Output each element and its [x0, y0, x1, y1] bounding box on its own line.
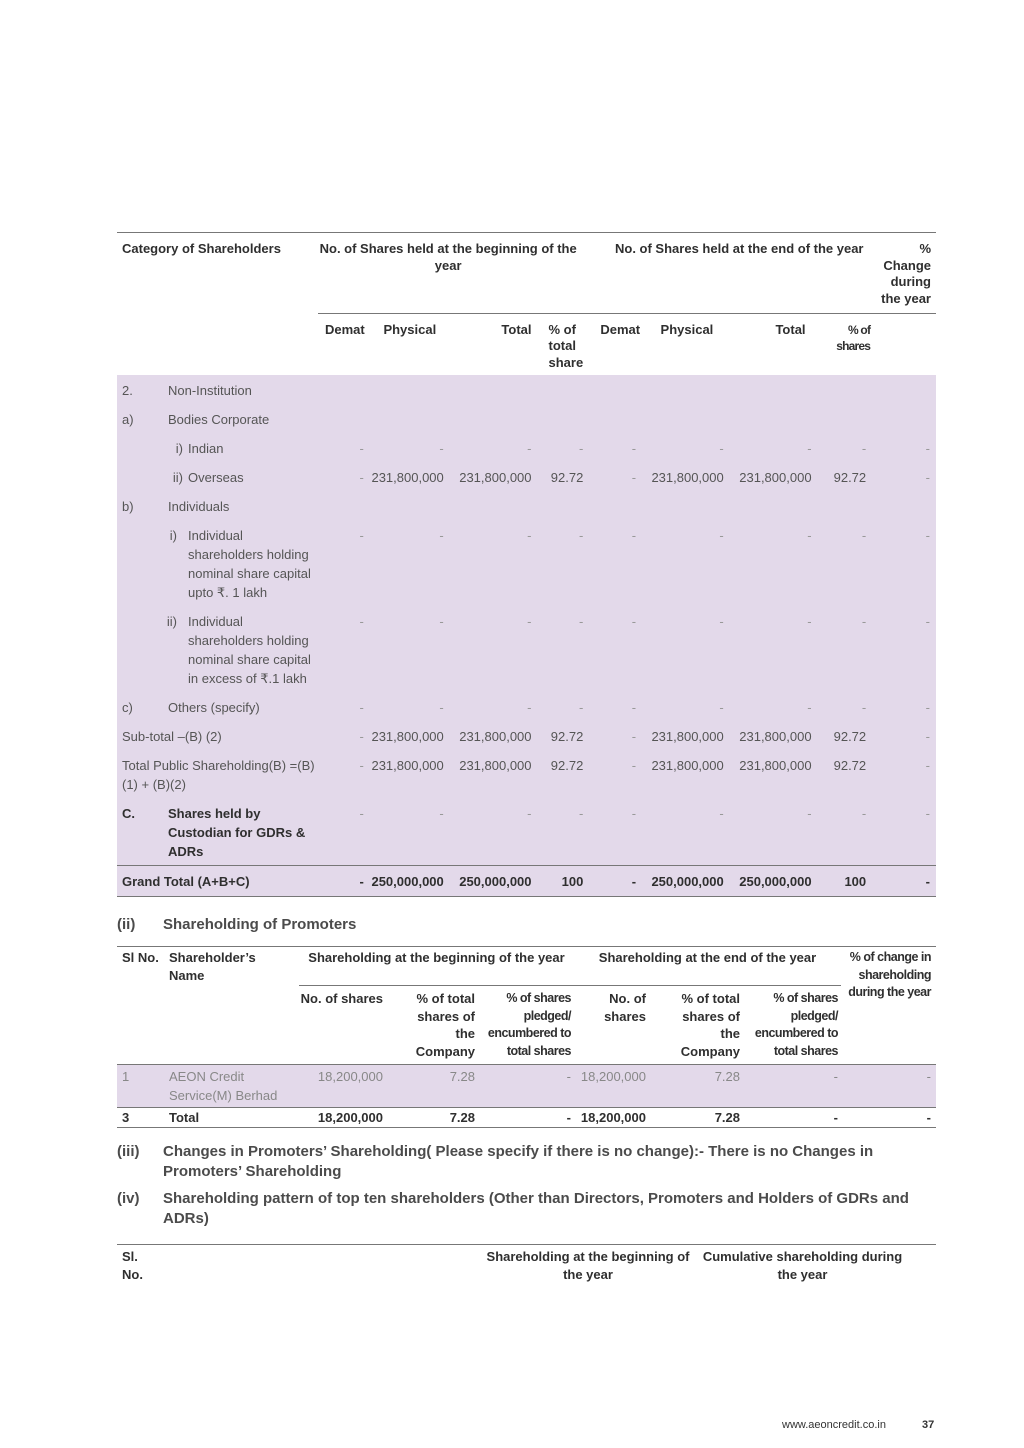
promoters-shareholding-table — [117, 946, 936, 1128]
header-category: Category of Shareholders — [117, 233, 318, 314]
header-pct-shares: % of shares — [822, 313, 871, 375]
table-cell: 7.28 — [392, 1108, 483, 1128]
grand-total-cell: 100 — [822, 866, 871, 897]
section-ii-title: Shareholding of Promoters — [163, 916, 357, 933]
grand-total-cell: 250,000,000 — [640, 866, 734, 897]
row-number: ii) — [172, 470, 183, 485]
row-number: a) — [122, 412, 134, 427]
row-label: Others (specify) — [168, 700, 260, 715]
header-demat-begin: Demat — [318, 313, 368, 375]
table-cell: - — [579, 614, 584, 629]
table-cell: 92.72 — [550, 729, 584, 744]
section-iv-number: (iv) — [117, 1190, 140, 1207]
table-cell: 92.72 — [550, 758, 584, 773]
row-number: C. — [122, 806, 135, 821]
table-cell: 231,800,000 — [459, 758, 532, 773]
table-cell: - — [807, 441, 812, 456]
row-label: Indian — [188, 441, 224, 456]
table-cell: - — [861, 528, 867, 543]
row-number: ii) — [166, 614, 177, 629]
table-cell: - — [631, 729, 637, 744]
page-number: 37 — [922, 1419, 935, 1431]
header-end-group: Shareholding at the end of the year — [574, 947, 841, 986]
top-ten-shareholders-table — [117, 1244, 936, 1283]
table-cell: - — [359, 729, 364, 744]
table-row — [117, 798, 936, 866]
table-cell: - — [631, 700, 637, 715]
table-cell: - — [750, 1108, 841, 1128]
header-demat-end: Demat — [588, 313, 640, 375]
header-no-of-shares-begin: No. of shares — [299, 986, 392, 1065]
table-cell: 7.28 — [392, 1065, 483, 1108]
table-cell: - — [527, 806, 532, 821]
grand-total-label: Grand Total (A+B+C) — [117, 866, 318, 897]
row-label: Bodies Corporate — [168, 412, 270, 427]
table-cell: - — [925, 758, 930, 773]
table-cell: - — [439, 700, 444, 715]
table-cell: 231,800,000 — [739, 729, 812, 744]
row-number: c) — [122, 700, 133, 715]
table-cell: - — [579, 441, 584, 456]
table-cell: 231,800,000 — [459, 470, 532, 485]
header-change: % Change during the year — [870, 233, 936, 314]
table-cell: - — [439, 441, 444, 456]
table-cell: 231,800,000 — [651, 758, 724, 773]
shareholding-category-table — [117, 232, 936, 897]
table-cell: - — [807, 700, 812, 715]
row-label: Shares held by Custodian for GDRs & ADRs — [168, 806, 306, 859]
table-cell: 7.28 — [659, 1065, 750, 1108]
table-cell: - — [631, 470, 637, 485]
table-row — [117, 520, 936, 606]
header-pct-total-company-end: % of total shares of the Company — [659, 986, 750, 1065]
table-cell: - — [925, 729, 930, 744]
table-row — [117, 375, 936, 404]
table-cell: 231,800,000 — [371, 470, 444, 485]
table-cell: - — [439, 614, 444, 629]
row-label: Non-Institution — [168, 383, 252, 398]
header-sl-no: Sl No. — [117, 947, 163, 1065]
table-cell: 231,800,000 — [739, 470, 812, 485]
table-cell: - — [483, 1108, 574, 1128]
header-physical-begin: Physical — [368, 313, 452, 375]
table-row — [117, 433, 936, 462]
row-label: Individual shareholders holding nominal share capital upto ₹. 1 lakh — [188, 528, 311, 600]
grand-total-cell: 100 — [540, 866, 589, 897]
header-total-begin: Total — [452, 313, 540, 375]
total-row — [117, 1108, 936, 1128]
table-cell: - — [631, 758, 637, 773]
table-cell: 231,800,000 — [459, 729, 532, 744]
section-iv-title: Shareholding pattern of top ten shareholders (Other than Directors, Promoters and Holders of GDRs and ADRs) — [163, 1190, 909, 1227]
table-row — [117, 1065, 936, 1108]
table-cell: - — [861, 614, 867, 629]
table-cell: - — [439, 528, 444, 543]
table-cell: - — [925, 441, 930, 456]
table-row — [117, 750, 936, 798]
section-iii-number: (iii) — [117, 1143, 140, 1160]
header-physical-end: Physical — [640, 313, 734, 375]
table-cell: - — [807, 614, 812, 629]
table-cell: - — [579, 528, 584, 543]
grand-total-cell: - — [318, 866, 368, 897]
header-end-group: No. of Shares held at the end of the year — [588, 233, 870, 314]
header-pct-pledged-end: % of shares pledged/ encumbered to total shares — [750, 986, 841, 1065]
header-begin-group: No. of Shares held at the beginning of the year — [318, 233, 588, 314]
table-row — [117, 491, 936, 520]
table-cell: - — [719, 441, 724, 456]
table-cell: - — [925, 470, 930, 485]
table-cell: - — [925, 700, 930, 715]
table-cell: - — [631, 441, 637, 456]
table-cell: 92.72 — [833, 470, 867, 485]
table-cell: - — [841, 1108, 936, 1128]
grand-total-row — [117, 866, 936, 897]
table-cell: 92.72 — [833, 729, 867, 744]
table-cell: - — [359, 470, 364, 485]
grand-total-cell: 250,000,000 — [368, 866, 452, 897]
header-pct-pledged-begin: % of shares pledged/ encumbered to total shares — [483, 986, 574, 1065]
footer-website: www.aeoncredit.co.in — [782, 1419, 886, 1431]
table-cell: 7.28 — [659, 1108, 750, 1128]
table-cell: - — [579, 806, 584, 821]
table-cell: - — [719, 528, 724, 543]
table-cell: - — [807, 528, 812, 543]
table-row — [117, 404, 936, 433]
row-number: 2. — [122, 383, 133, 398]
sl-no-cell: 3 — [117, 1108, 163, 1128]
header-shareholder-name: Shareholder’s Name — [163, 947, 299, 1065]
header-sl-no: Sl. No. — [122, 1249, 143, 1282]
table-cell: 231,800,000 — [371, 758, 444, 773]
header-change-in-shareholding: % of change in shareholding during the year — [841, 947, 936, 1065]
table-row — [117, 692, 936, 721]
table-cell: 92.72 — [833, 758, 867, 773]
table-cell: - — [631, 806, 637, 821]
table-cell: - — [719, 700, 724, 715]
table-cell: 18,200,000 — [574, 1065, 659, 1108]
table-cell: - — [807, 806, 812, 821]
table-cell: - — [861, 700, 867, 715]
header-cumulative: Cumulative shareholding during the year — [699, 1245, 936, 1284]
table-cell: - — [841, 1065, 936, 1108]
table-cell: 18,200,000 — [574, 1108, 659, 1128]
table-cell: 231,800,000 — [371, 729, 444, 744]
table-cell: - — [527, 528, 532, 543]
table-row — [117, 606, 936, 692]
table-cell: - — [719, 614, 724, 629]
sl-no-cell: 1 — [117, 1065, 163, 1108]
table-cell: - — [719, 806, 724, 821]
table-cell: - — [527, 614, 532, 629]
table-cell: - — [861, 806, 867, 821]
table-cell: - — [359, 441, 364, 456]
table-cell: - — [359, 758, 364, 773]
table-cell: - — [439, 806, 444, 821]
table-cell: - — [925, 806, 930, 821]
table-cell: 92.72 — [550, 470, 584, 485]
table-cell: - — [925, 614, 930, 629]
row-label: Individual shareholders holding nominal share capital in excess of ₹.1 lakh — [188, 614, 311, 686]
table-cell: - — [359, 614, 364, 629]
header-no-of-shares-end: No. of shares — [574, 986, 659, 1065]
table-cell: 18,200,000 — [299, 1108, 392, 1128]
table-cell: 231,800,000 — [651, 729, 724, 744]
table-row — [117, 462, 936, 491]
table-cell: - — [750, 1065, 841, 1108]
table-cell: - — [527, 700, 532, 715]
table-cell: - — [527, 441, 532, 456]
row-number: i) — [175, 441, 183, 456]
table-cell: 18,200,000 — [299, 1065, 392, 1108]
row-label: Overseas — [188, 470, 244, 485]
header-begin-group: Shareholding at the beginning of the year — [477, 1245, 699, 1284]
table-cell: - — [359, 700, 364, 715]
table-cell: - — [631, 528, 637, 543]
row-number: i) — [169, 528, 177, 543]
table-cell: - — [359, 528, 364, 543]
table-cell: - — [925, 528, 930, 543]
section-ii-number: (ii) — [117, 916, 136, 933]
header-begin-group: Shareholding at the beginning of the year — [299, 947, 574, 986]
table-cell: 231,800,000 — [739, 758, 812, 773]
table-cell: - — [579, 700, 584, 715]
table-cell: - — [861, 441, 867, 456]
row-label: Total Public Shareholding(B) =(B)(1) + (B)(2) — [122, 758, 315, 792]
row-label: Sub-total –(B) (2) — [122, 729, 222, 744]
table-cell: - — [631, 614, 637, 629]
section-iii-title: Changes in Promoters’ Shareholding( Please specify if there is no change):- There is no Changes in Promoters’ Shareholding — [163, 1143, 874, 1180]
shareholder-name-cell: Total — [163, 1108, 299, 1128]
header-pct-total-share: % of total share — [540, 313, 589, 375]
row-label: Individuals — [168, 499, 230, 514]
header-total-end: Total — [734, 313, 822, 375]
grand-total-cell: 250,000,000 — [734, 866, 822, 897]
grand-total-cell: - — [870, 866, 936, 897]
grand-total-cell: 250,000,000 — [452, 866, 540, 897]
grand-total-cell: - — [588, 866, 640, 897]
shareholder-name-cell: AEON Credit Service(M) Berhad — [163, 1065, 299, 1108]
table-cell: - — [483, 1065, 574, 1108]
table-row — [117, 721, 936, 750]
row-number: b) — [122, 499, 134, 514]
table-cell: - — [359, 806, 364, 821]
table-cell: 231,800,000 — [651, 470, 724, 485]
header-pct-total-company-begin: % of total shares of the Company — [392, 986, 483, 1065]
